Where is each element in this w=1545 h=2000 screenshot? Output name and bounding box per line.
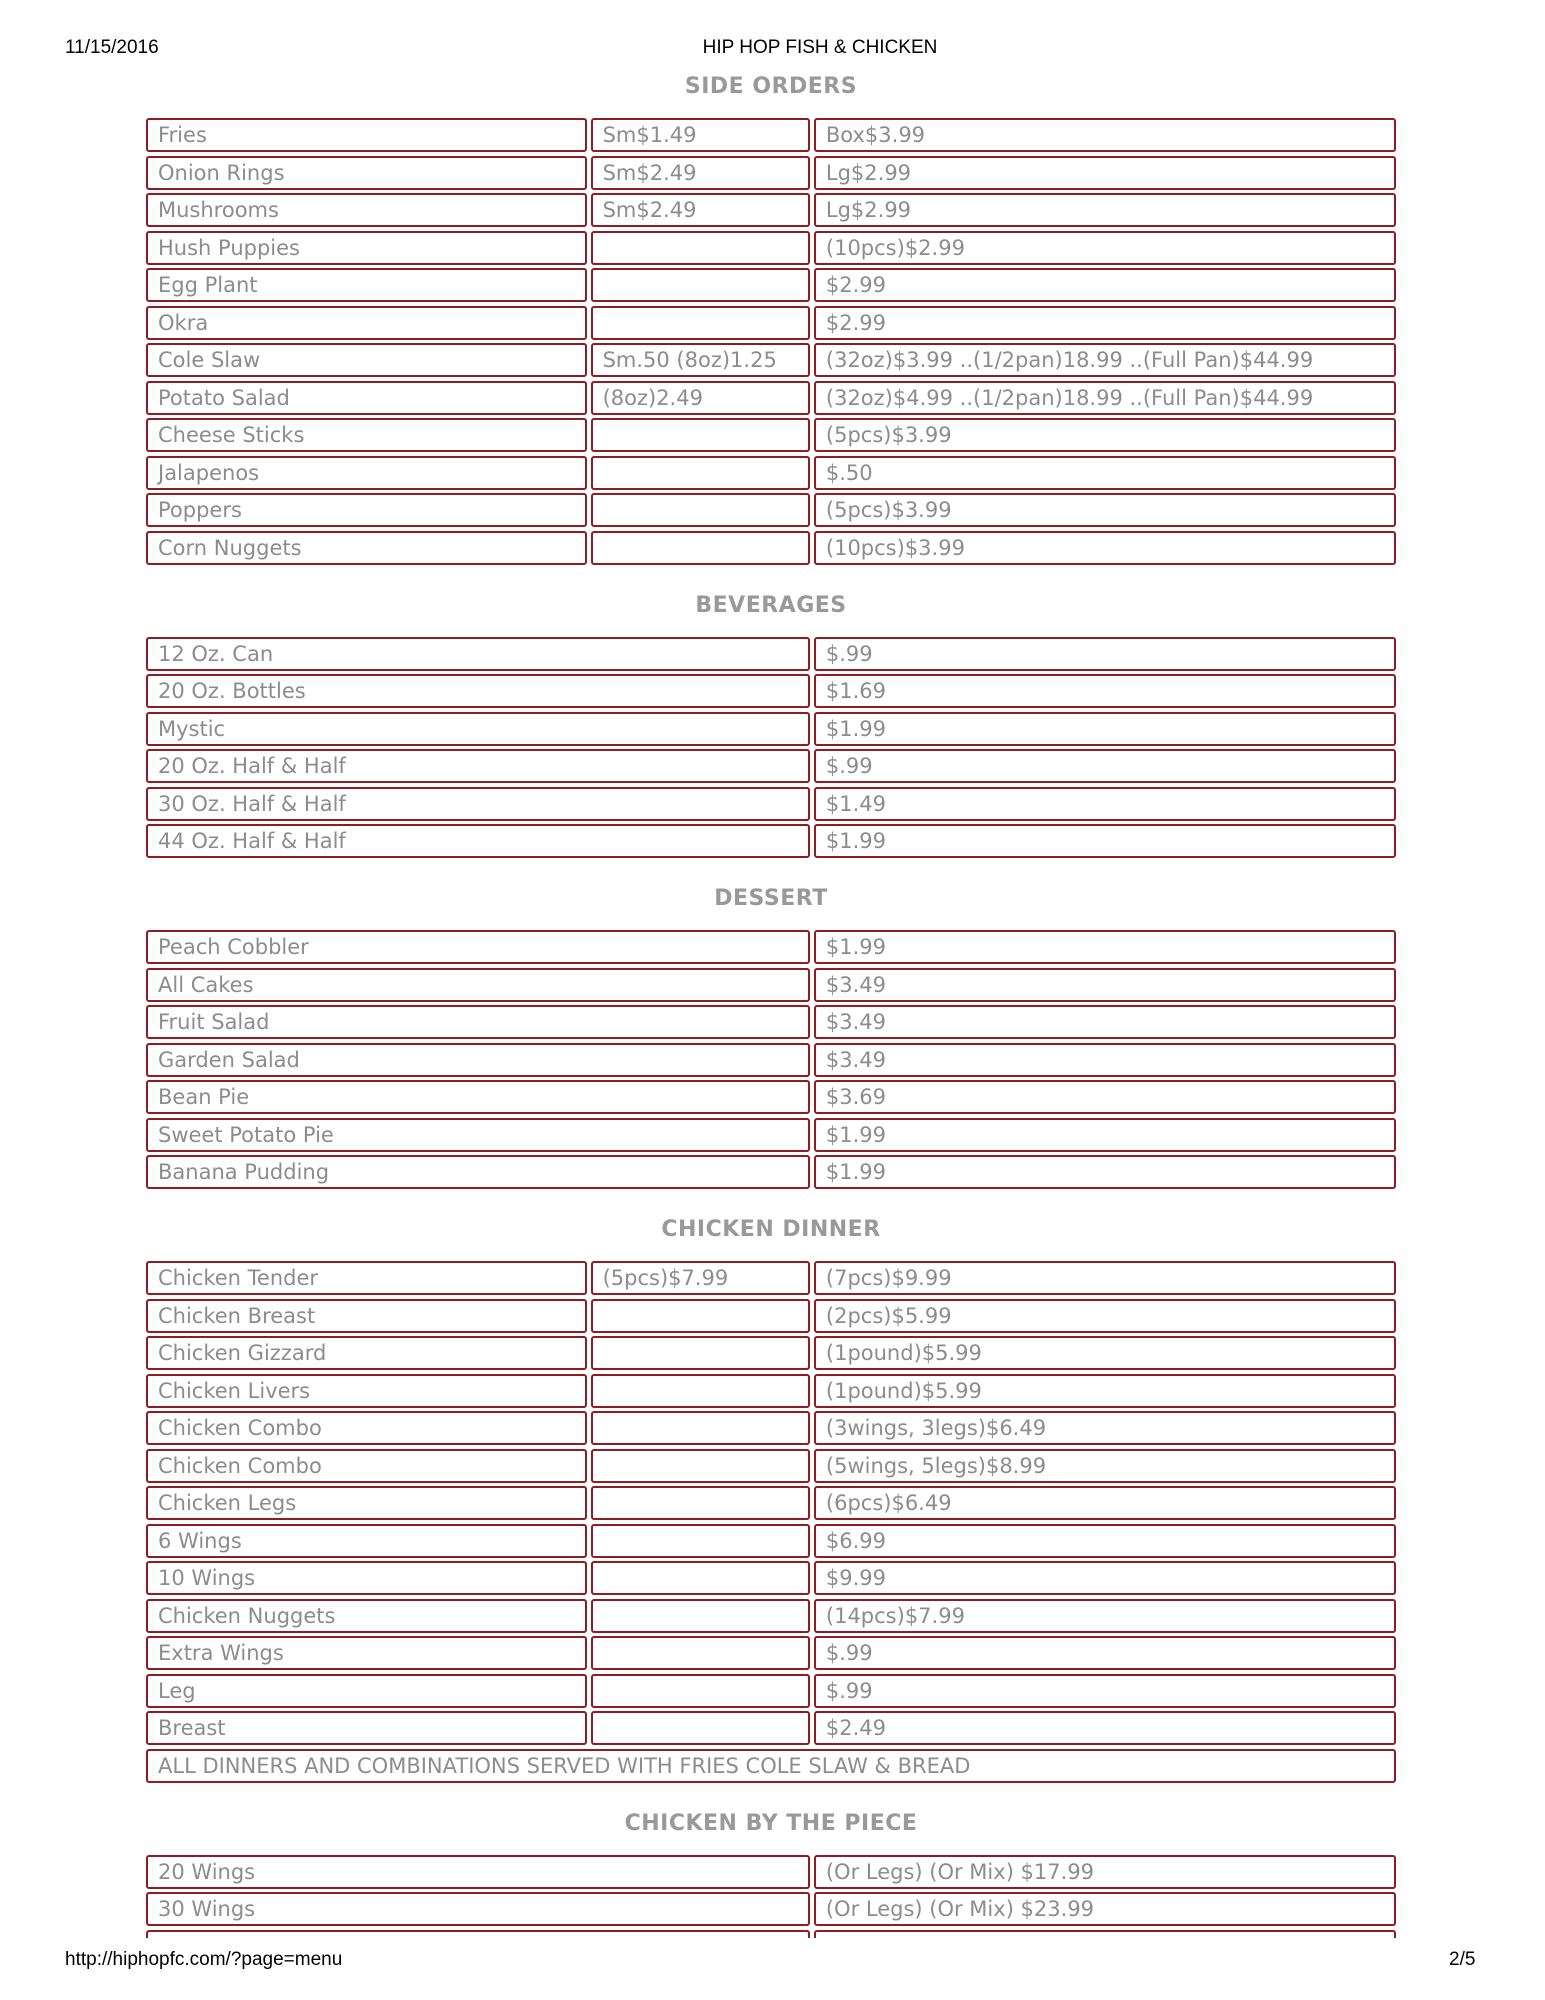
menu-table (146, 118, 1396, 565)
print-url: http://hiphopfc.com/?page=menu (65, 1949, 343, 1970)
menu-row (146, 1080, 1396, 1114)
item-price-small (591, 268, 810, 302)
section-title: CHICKEN BY THE PIECE (624, 1810, 918, 1836)
item-name: Cole Slaw (146, 343, 587, 377)
item-name: Leg (146, 1674, 587, 1708)
menu-row (146, 787, 1396, 821)
item-price: (14pcs)$7.99 (814, 1599, 1396, 1633)
item-price: $.99 (814, 637, 1396, 671)
item-name: Garden Salad (146, 1043, 810, 1077)
item-price-small: (8oz)2.49 (591, 381, 810, 415)
menu-row (146, 493, 1396, 527)
item-price: Lg$2.99 (814, 156, 1396, 190)
item-price: (1pound)$5.99 (814, 1374, 1396, 1408)
item-price-small: Sm$2.49 (591, 193, 810, 227)
print-date: 11/15/2016 (65, 37, 159, 58)
item-price: (5pcs)$3.99 (814, 493, 1396, 527)
menu-row (146, 1374, 1396, 1408)
item-price: $6.99 (814, 1524, 1396, 1558)
item-price: $2.49 (814, 1711, 1396, 1745)
item-price-small (591, 1599, 810, 1633)
item-name: Onion Rings (146, 156, 587, 190)
menu-row (146, 637, 1396, 671)
item-price: $.99 (814, 1636, 1396, 1670)
cutoff-cell (146, 1930, 810, 1938)
item-name: Mushrooms (146, 193, 587, 227)
item-price: $2.99 (814, 306, 1396, 340)
item-price: $3.49 (814, 1043, 1396, 1077)
item-name: Chicken Breast (146, 1299, 587, 1333)
section-title: CHICKEN DINNER (661, 1217, 881, 1242)
menu-row (146, 1636, 1396, 1670)
item-price-small (591, 1674, 810, 1708)
item-price-small: (5pcs)$7.99 (591, 1261, 810, 1295)
item-price-small (591, 1411, 810, 1445)
item-price: $9.99 (814, 1561, 1396, 1595)
menu-content (146, 68, 1396, 1960)
print-title: HIP HOP FISH & CHICKEN (702, 37, 938, 58)
menu-table (146, 1855, 1396, 1938)
menu-row (146, 1299, 1396, 1333)
item-price-small (591, 306, 810, 340)
item-name: Potato Salad (146, 381, 587, 415)
menu-row (146, 749, 1396, 783)
cutoff-cell (814, 1930, 1396, 1938)
item-price-small (591, 1711, 810, 1745)
item-name: All Cakes (146, 968, 810, 1002)
menu-row (146, 968, 1396, 1002)
menu-row (146, 930, 1396, 964)
item-price: (5wings, 5legs)$8.99 (814, 1449, 1396, 1483)
item-price: (3wings, 3legs)$6.49 (814, 1411, 1396, 1445)
item-name: Corn Nuggets (146, 531, 587, 565)
item-price-small (591, 1336, 810, 1370)
item-price: $1.99 (814, 1118, 1396, 1152)
menu-row (146, 1005, 1396, 1039)
menu-row (146, 418, 1396, 452)
item-name: Chicken Nuggets (146, 1599, 587, 1633)
item-name: 30 Oz. Half & Half (146, 787, 810, 821)
item-price: (32oz)$4.99 ..(1/2pan)18.99 ..(Full Pan)$44.99 (814, 381, 1396, 415)
item-price-small (591, 1636, 810, 1670)
item-name: 20 Wings (146, 1855, 810, 1889)
item-name: Chicken Livers (146, 1374, 587, 1408)
menu-table (146, 930, 1396, 1189)
item-name: Sweet Potato Pie (146, 1118, 810, 1152)
item-price: (2pcs)$5.99 (814, 1299, 1396, 1333)
item-name: 20 Oz. Bottles (146, 674, 810, 708)
menu-row (146, 1449, 1396, 1483)
item-price: (10pcs)$3.99 (814, 531, 1396, 565)
item-price-small (591, 1374, 810, 1408)
item-name: Chicken Combo (146, 1449, 587, 1483)
item-name: Extra Wings (146, 1636, 587, 1670)
item-name: Chicken Combo (146, 1411, 587, 1445)
item-price: $1.99 (814, 1155, 1396, 1189)
menu-row (146, 674, 1396, 708)
menu-row (146, 1411, 1396, 1445)
item-name: Mystic (146, 712, 810, 746)
menu-table (146, 637, 1396, 859)
item-name: 20 Oz. Half & Half (146, 749, 810, 783)
item-price-small (591, 1524, 810, 1558)
menu-note: ALL DINNERS AND COMBINATIONS SERVED WITH FRIES COLE SLAW & BREAD (146, 1749, 1396, 1783)
item-name: Banana Pudding (146, 1155, 810, 1189)
menu-row (146, 1486, 1396, 1520)
menu-row (146, 193, 1396, 227)
item-name: Peach Cobbler (146, 930, 810, 964)
item-price: $2.99 (814, 268, 1396, 302)
item-name: Poppers (146, 493, 587, 527)
item-price-small (591, 1486, 810, 1520)
item-price: $3.49 (814, 968, 1396, 1002)
item-name: Cheese Sticks (146, 418, 587, 452)
item-price-small (591, 531, 810, 565)
menu-row (146, 1261, 1396, 1295)
item-price: $1.69 (814, 674, 1396, 708)
section-title: DESSERT (714, 886, 828, 911)
item-name: Jalapenos (146, 456, 587, 490)
menu-row (146, 1155, 1396, 1189)
menu-row (146, 118, 1396, 152)
menu-row (146, 824, 1396, 858)
menu-row (146, 306, 1396, 340)
menu-table (146, 1261, 1396, 1783)
menu-row (146, 456, 1396, 490)
item-name: 6 Wings (146, 1524, 587, 1558)
item-name: Egg Plant (146, 268, 587, 302)
item-price: Box$3.99 (814, 118, 1396, 152)
menu-row (146, 381, 1396, 415)
menu-row (146, 343, 1396, 377)
item-name: 30 Wings (146, 1892, 810, 1926)
item-price-small (591, 231, 810, 265)
cutoff-row (146, 1930, 1396, 1938)
menu-row (146, 1711, 1396, 1745)
item-price-small (591, 1299, 810, 1333)
menu-row (146, 156, 1396, 190)
item-price: $1.99 (814, 930, 1396, 964)
page-number: 2/5 (1449, 1949, 1476, 1970)
item-price: $3.49 (814, 1005, 1396, 1039)
section-title: BEVERAGES (695, 592, 847, 618)
menu-row (146, 231, 1396, 265)
item-price-small: Sm$2.49 (591, 156, 810, 190)
item-name: Fruit Salad (146, 1005, 810, 1039)
item-price: (10pcs)$2.99 (814, 231, 1396, 265)
item-price: $.50 (814, 456, 1396, 490)
item-name: Bean Pie (146, 1080, 810, 1114)
menu-row (146, 1043, 1396, 1077)
item-price: $.99 (814, 749, 1396, 783)
menu-row (146, 1892, 1396, 1926)
menu-row (146, 1524, 1396, 1558)
item-price-small (591, 418, 810, 452)
item-price: $.99 (814, 1674, 1396, 1708)
menu-row (146, 1749, 1396, 1783)
menu-row (146, 268, 1396, 302)
menu-row (146, 1599, 1396, 1633)
item-price-small: Sm$1.49 (591, 118, 810, 152)
item-price: $1.49 (814, 787, 1396, 821)
item-name: 44 Oz. Half & Half (146, 824, 810, 858)
menu-row (146, 1118, 1396, 1152)
item-name: Okra (146, 306, 587, 340)
item-price: $1.99 (814, 824, 1396, 858)
item-name: Fries (146, 118, 587, 152)
item-price-small (591, 456, 810, 490)
item-price: (5pcs)$3.99 (814, 418, 1396, 452)
item-price-small: Sm.50 (8oz)1.25 (591, 343, 810, 377)
item-name: Hush Puppies (146, 231, 587, 265)
item-name: Breast (146, 1711, 587, 1745)
item-price: Lg$2.99 (814, 193, 1396, 227)
menu-row (146, 1336, 1396, 1370)
item-price-small (591, 493, 810, 527)
item-name: Chicken Gizzard (146, 1336, 587, 1370)
item-name: Chicken Legs (146, 1486, 587, 1520)
item-price: (32oz)$3.99 ..(1/2pan)18.99 ..(Full Pan)$44.99 (814, 343, 1396, 377)
item-price: (Or Legs) (Or Mix) $17.99 (814, 1855, 1396, 1889)
item-price-small (591, 1449, 810, 1483)
item-price: (6pcs)$6.49 (814, 1486, 1396, 1520)
section-title: SIDE ORDERS (684, 74, 858, 99)
menu-row (146, 1561, 1396, 1595)
item-name: Chicken Tender (146, 1261, 587, 1295)
item-price: $3.69 (814, 1080, 1396, 1114)
menu-row (146, 1855, 1396, 1889)
menu-row (146, 531, 1396, 565)
item-price: (Or Legs) (Or Mix) $23.99 (814, 1892, 1396, 1926)
item-name: 12 Oz. Can (146, 637, 810, 671)
menu-row (146, 712, 1396, 746)
item-price-small (591, 1561, 810, 1595)
item-price: $1.99 (814, 712, 1396, 746)
item-price: (7pcs)$9.99 (814, 1261, 1396, 1295)
menu-row (146, 1674, 1396, 1708)
item-price: (1pound)$5.99 (814, 1336, 1396, 1370)
item-name: 10 Wings (146, 1561, 587, 1595)
